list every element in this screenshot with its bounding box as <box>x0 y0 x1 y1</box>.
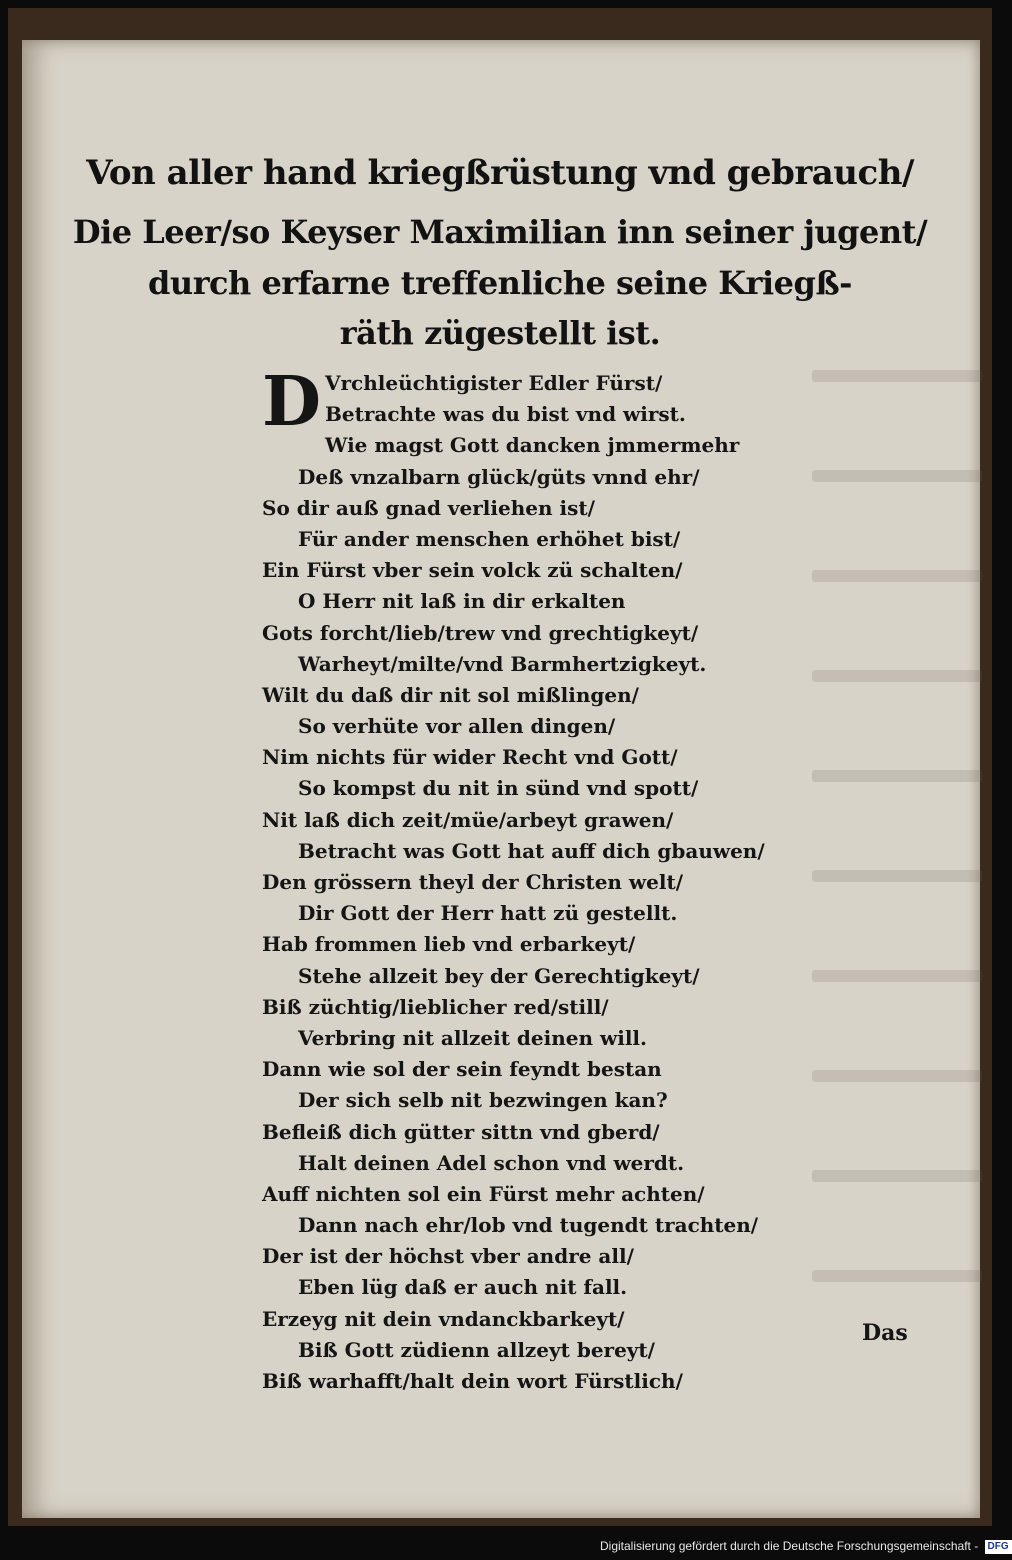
heading-line-3: durch erfarne treffenliche seine Kriegß- <box>148 264 852 302</box>
verse-line: Hab frommen lieb vnd erbarkeyt/ <box>262 932 636 957</box>
verse-line: Dann nach ehr/lob vnd tugendt trachten/ <box>298 1213 759 1238</box>
verse-line: Wie magst Gott dancken jmmermehr <box>324 433 740 458</box>
verse-line: Biß Gott züdienn allzeyt bereyt/ <box>298 1337 655 1362</box>
page-heading <box>0 140 1000 358</box>
verse-line: Verbring nit allzeit deinen will. <box>298 1025 647 1050</box>
verse-line: So verhüte vor allen dingen/ <box>298 714 616 739</box>
heading-line-2: Die Leer/so Keyser Maximilian inn seiner jugent/ <box>72 213 928 251</box>
verse-line: Stehe allzeit bey der Gerechtigkeyt/ <box>298 963 700 988</box>
verse-line: Gots forcht/lieb/trew vnd grechtigkeyt/ <box>262 620 699 645</box>
verse-line: Nim nichts für wider Recht vnd Gott/ <box>262 745 678 770</box>
verse-line: Betrachte was du bist vnd wirst. <box>324 402 686 427</box>
verse-line: Auff nichten sol ein Fürst mehr achten/ <box>262 1181 705 1206</box>
verse-line: Den grössern theyl der Christen welt/ <box>262 870 684 894</box>
drop-cap: D <box>262 362 321 442</box>
footer-credit: Digitalisierung gefördert durch die Deutsche Forschungsgemeinschaft - <box>600 1539 979 1553</box>
verse-text <box>262 362 822 1397</box>
catchword: Das <box>862 1320 908 1346</box>
verse-line: Der sich selb nit bezwingen kan? <box>298 1088 668 1113</box>
verse-line: Biß züchtig/lieblicher red/still/ <box>262 994 609 1019</box>
verse-line: So dir auß gnad verliehen ist/ <box>262 495 595 520</box>
verse-line: Halt deinen Adel schon vnd werdt. <box>298 1150 685 1175</box>
verse-first-line: Vrchleüchtigister Edler Fürst/ <box>324 371 663 395</box>
digitization-footer <box>600 1536 1009 1556</box>
verse-line: Ein Fürst vber sein volck zü schalten/ <box>262 558 683 583</box>
heading-line-1: Von aller hand kriegßrüstung vnd gebrauch/ <box>86 153 914 193</box>
verse-line: Deß vnzalbarn glück/güts vnnd ehr/ <box>298 464 700 489</box>
verse-line: Betracht was Gott hat auff dich gbauwen/ <box>298 838 765 863</box>
verse-line: Dir Gott der Herr hatt zü gestellt. <box>298 901 678 926</box>
dfg-logo: DFG <box>985 1540 1012 1554</box>
verse-line: O Herr nit laß in dir erkalten <box>298 589 626 614</box>
verse-line: Dann wie sol der sein feyndt bestan <box>262 1057 662 1082</box>
verse-line: Warheyt/milte/vnd Barmhertzigkeyt. <box>298 651 707 676</box>
verse-line: Biß warhafft/halt dein wort Fürstlich/ <box>262 1369 683 1393</box>
verse-line: Nit laß dich zeit/müe/arbeyt grawen/ <box>262 807 674 832</box>
verse-line: Befleiß dich gütter sittn vnd gberd/ <box>262 1119 660 1144</box>
verse-line: Eben lüg daß er auch nit fall. <box>298 1275 628 1300</box>
verse-line: So kompst du nit in sünd vnd spott/ <box>298 776 699 801</box>
heading-line-4: räth zügestellt ist. <box>339 314 661 352</box>
verse-line: Wilt du daß dir nit sol mißlingen/ <box>262 682 639 707</box>
verse-line: Der ist der höchst vber andre all/ <box>262 1244 634 1269</box>
verse-line: Für ander menschen erhöhet bist/ <box>298 526 681 551</box>
verse-line: Erzeyg nit dein vndanckbarkeyt/ <box>262 1306 625 1331</box>
